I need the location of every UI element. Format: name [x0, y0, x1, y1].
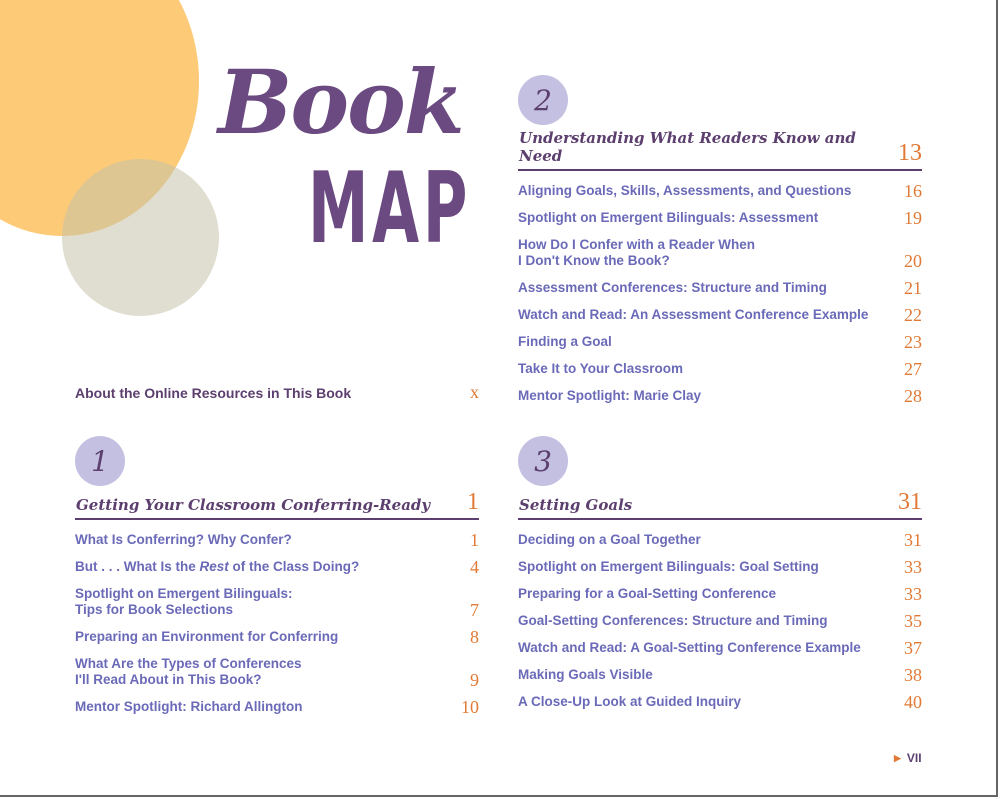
folio-arrow-icon: ▶: [894, 752, 901, 763]
toc-entry-page: 27: [904, 359, 922, 379]
toc-entry-page: 33: [904, 557, 922, 577]
toc-entry-line: Deciding on a Goal Together: [518, 532, 701, 547]
chapter-title: Setting Goals: [519, 496, 633, 514]
toc-entry-line: Aligning Goals, Skills, Assessments, and Questions: [518, 183, 852, 198]
chapter-heading[interactable]: [518, 490, 922, 520]
toc-entry[interactable]: [518, 640, 922, 656]
toc-entry-page: 22: [904, 305, 922, 325]
toc-entry-title: [518, 237, 755, 269]
toc-entry[interactable]: [75, 629, 479, 645]
chapter-page-number: 13: [898, 140, 922, 166]
toc-entry[interactable]: [75, 559, 479, 575]
toc-entry-page: 31: [904, 530, 922, 550]
toc-entry[interactable]: [518, 237, 922, 269]
toc-entry-title: [75, 699, 302, 715]
toc-entry-line: Making Goals Visible: [518, 667, 653, 682]
toc-entry-line: Goal-Setting Conferences: Structure and Timing: [518, 613, 828, 628]
toc-entry[interactable]: [75, 656, 479, 688]
toc-entry-title: [518, 307, 868, 323]
chapter-title: Getting Your Classroom Conferring-Ready: [76, 496, 431, 514]
toc-entry-page: 8: [470, 627, 479, 647]
toc-entry[interactable]: [518, 694, 922, 710]
toc-entry-line: A Close-Up Look at Guided Inquiry: [518, 694, 742, 709]
chapter-heading[interactable]: [518, 129, 922, 171]
toc-entry-title: [75, 586, 293, 618]
title-map: MAP: [308, 152, 472, 266]
toc-entry-line: Preparing for a Goal-Setting Conference: [518, 586, 777, 601]
folio-number: VII: [906, 751, 922, 765]
chapter-title: Understanding What Readers Know and Need: [519, 129, 856, 165]
toc-entry[interactable]: [518, 559, 922, 575]
toc-entry[interactable]: [518, 388, 922, 404]
toc-entry-title: [518, 667, 653, 683]
chapter-heading[interactable]: [75, 490, 479, 520]
toc-entry-page: 38: [904, 665, 922, 685]
toc-entry[interactable]: [518, 183, 922, 199]
title-book: Book: [218, 50, 463, 154]
toc-entry-line: Spotlight on Emergent Bilinguals:: [75, 586, 293, 601]
front-matter-entry[interactable]: [75, 382, 479, 403]
page-folio: [894, 751, 922, 765]
chapter-number-badge: 2: [518, 75, 568, 125]
toc-entry[interactable]: [518, 532, 922, 548]
toc-entry-line: Spotlight on Emergent Bilinguals: Goal Setting: [518, 559, 819, 574]
toc-entry[interactable]: [518, 210, 922, 226]
toc-entry-italic: Rest: [199, 559, 229, 574]
toc-entry-line: Assessment Conferences: Structure and Timing: [518, 280, 827, 295]
chapter-page-number: 1: [467, 489, 479, 515]
chapter-1: [75, 436, 479, 726]
toc-entry-page: 37: [904, 638, 922, 658]
toc-entry-title: [518, 334, 612, 350]
front-matter-page: x: [470, 382, 479, 402]
toc-entry-title: [75, 656, 302, 688]
toc-entry[interactable]: [75, 586, 479, 618]
toc-entry-line: Mentor Spotlight: Marie Clay: [518, 388, 702, 403]
toc-entry-title: [518, 388, 701, 404]
toc-entry-title: [518, 559, 819, 575]
toc-entry-title: [75, 559, 359, 575]
toc-entry-line: What Is Conferring? Why Confer?: [75, 532, 292, 547]
front-matter-label: About the Online Resources in This Book: [75, 385, 352, 401]
toc-entry[interactable]: [75, 532, 479, 548]
toc-entry-title: [518, 361, 683, 377]
toc-entry[interactable]: [518, 280, 922, 296]
toc-entry-line: Watch and Read: A Goal-Setting Conference Example: [518, 640, 861, 655]
toc-entry-line: What Are the Types of Conferences: [75, 656, 302, 671]
toc-entry[interactable]: [518, 667, 922, 683]
toc-entry-page: 9: [470, 670, 479, 690]
toc-entry-page: 7: [470, 600, 479, 620]
toc-entry-page: 23: [904, 332, 922, 352]
toc-entry-text: But . . . What Is the: [75, 559, 200, 574]
chapter-3: [518, 436, 922, 721]
toc-entry-page: 20: [904, 251, 922, 271]
toc-entry-line: Preparing an Environment for Conferring: [75, 629, 339, 644]
toc-entry-page: 35: [904, 611, 922, 631]
toc-entry-page: 1: [470, 530, 479, 550]
toc-entry-page: 16: [904, 181, 922, 201]
toc-entry[interactable]: [518, 613, 922, 629]
toc-entry-page: 21: [904, 278, 922, 298]
toc-entry-title: [518, 613, 828, 629]
decorative-grey-circle: [62, 159, 219, 316]
toc-entry-title: [518, 694, 741, 710]
toc-entry-title: [518, 586, 776, 602]
toc-entry-line: Watch and Read: An Assessment Conference Example: [518, 307, 869, 322]
chapter-page-number: 31: [898, 489, 922, 515]
toc-entry-title: [518, 532, 701, 548]
toc-entry-title: [518, 640, 861, 656]
toc-entry-page: 33: [904, 584, 922, 604]
toc-entry[interactable]: [518, 334, 922, 350]
toc-entry-line: Take It to Your Classroom: [518, 361, 684, 376]
toc-entry-page: 28: [904, 386, 922, 406]
toc-entry-line: How Do I Confer with a Reader When: [518, 237, 756, 252]
toc-entry-title: [518, 280, 827, 296]
chapter-number-badge: 1: [75, 436, 125, 486]
toc-entry-page: 10: [461, 697, 479, 717]
toc-entry-title: [518, 183, 851, 199]
toc-entry-line: I Don't Know the Book?: [518, 253, 670, 268]
toc-entry[interactable]: [75, 699, 479, 715]
toc-entry[interactable]: [518, 307, 922, 323]
toc-entry-page: 19: [904, 208, 922, 228]
toc-entry-line: Finding a Goal: [518, 334, 612, 349]
toc-entry-title: [518, 210, 818, 226]
toc-entry-text: of the Class Doing?: [228, 559, 360, 574]
toc-entry-line: Mentor Spotlight: Richard Allington: [75, 699, 303, 714]
toc-entry-line: I'll Read About in This Book?: [75, 672, 262, 687]
toc-entry-line: Tips for Book Selections: [75, 602, 234, 617]
toc-entry-title: [75, 629, 338, 645]
toc-entry-line: Spotlight on Emergent Bilinguals: Assessment: [518, 210, 819, 225]
toc-entry-title: [75, 532, 292, 548]
chapter-number-badge: 3: [518, 436, 568, 486]
toc-entry-page: 4: [470, 557, 479, 577]
chapter-2: [518, 75, 922, 415]
toc-entry-page: 40: [904, 692, 922, 712]
toc-entry[interactable]: [518, 586, 922, 602]
toc-entry[interactable]: [518, 361, 922, 377]
